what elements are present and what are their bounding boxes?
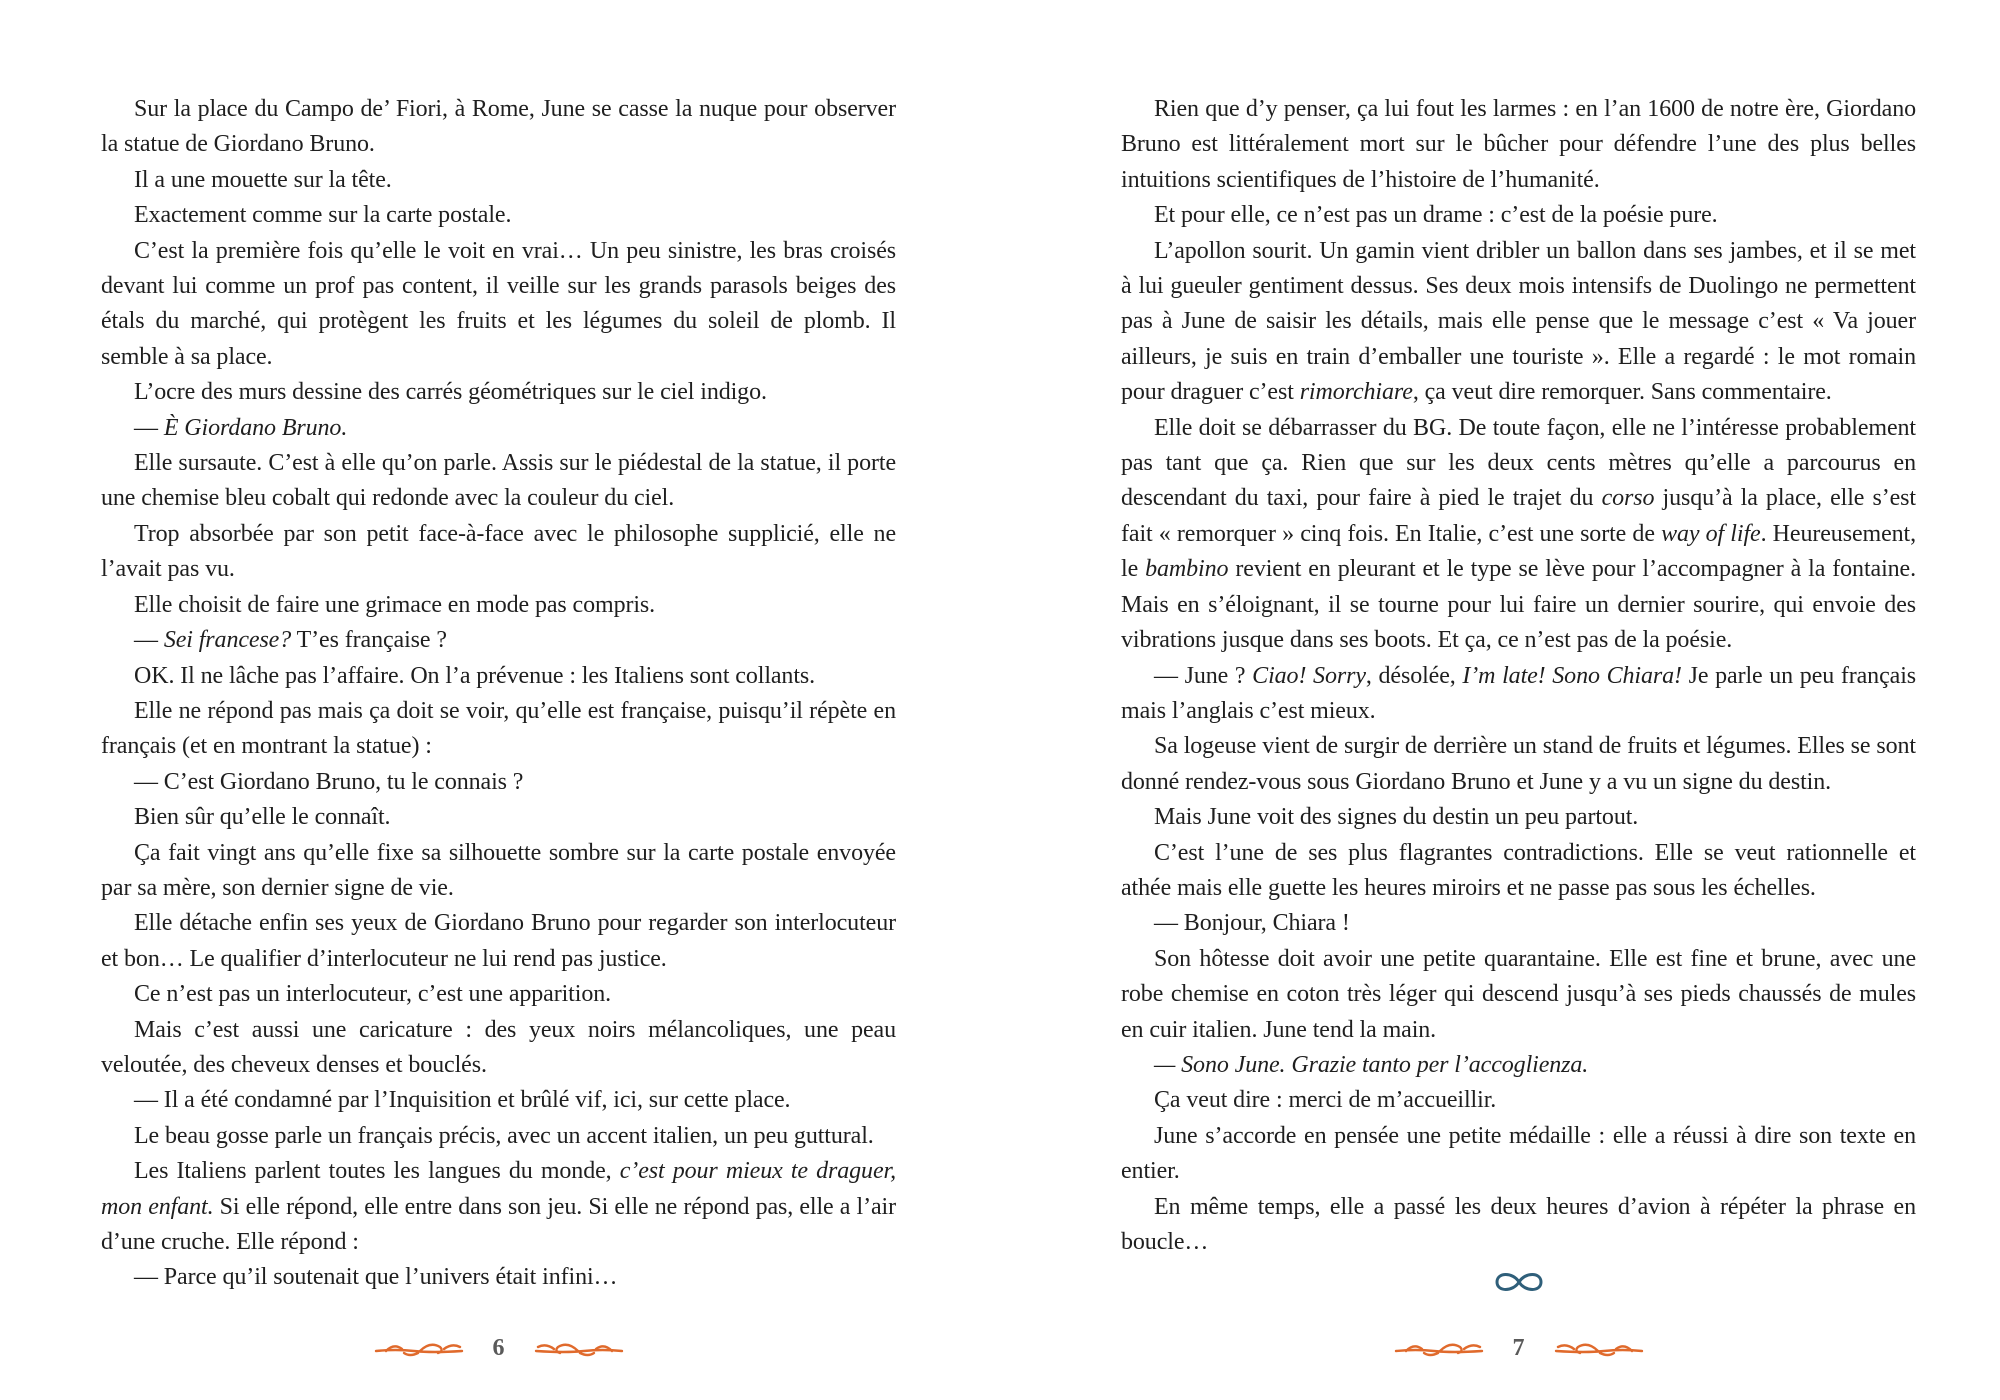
- paragraph: [101, 588, 896, 623]
- text-run: Sa logeuse vient de surgir de derrière un stand de fruits et légumes. Elles se sont donné rendez-vous sous Giordano Bruno et June y a vu un signe du destin.: [1121, 733, 1916, 795]
- right-page-folio: [1121, 1328, 1916, 1368]
- text-run: C’est l’une de ses plus flagrantes contradictions. Elle se veut rationnelle et athée mais elle guette les heures miroirs et ne passe pas sous les échelles.: [1121, 839, 1916, 901]
- paragraph: [1121, 1048, 1916, 1083]
- text-run: L’apollon sourit. Un gamin vient dribler un ballon dans ses jambes, et il se met à lui gueuler gentiment dessus. Ses deux mois intensifs de Duolingo ne permettent pas à June de saisir les détails, mais elle pense que le message c’est « Va jouer ailleurs, je suis en train d’emballer une touriste ». Elle a regardé : le mot romain pour draguer c’est: [1121, 237, 1916, 406]
- paragraph: [101, 517, 896, 588]
- paragraph: [101, 198, 896, 233]
- text-run: En même temps, elle a passé les deux heures d’avion à répéter la phrase en boucle…: [1121, 1193, 1916, 1255]
- text-run: jusqu’à la place, elle s’est fait « remorquer » cinq fois. En Italie, c’est une sorte de: [1121, 485, 1916, 547]
- paragraph: [1121, 906, 1916, 941]
- paragraph: [1121, 1190, 1916, 1261]
- text-run: June s’accorde en pensée une petite médaille : elle a réussi à dire son texte en entier.: [1121, 1122, 1916, 1185]
- text-run: Son hôtesse doit avoir une petite quarantaine. Elle est fine et brune, avec une robe chemise en coton très léger qui descend jusqu’à ses pieds chaussés de mules en cuir italien. June tend la main.: [1121, 945, 1916, 1043]
- paragraph: [101, 694, 896, 765]
- italic-run: bambino: [1145, 556, 1229, 583]
- text-run: , ça veut dire remorquer. Sans commentaire.: [1412, 379, 1832, 406]
- left-page-folio: [101, 1328, 896, 1368]
- text-run: Les Italiens parlent toutes les langues du monde,: [134, 1158, 620, 1185]
- italic-run: Sei francese?: [163, 627, 292, 654]
- flourish-right-icon: [532, 1337, 624, 1359]
- text-run: Rien que d’y penser, ça lui fout les larmes : en l’an 1600 de notre ère, Giordano Bruno est littéralement mort sur le bûcher pour défendre l’une des plus belles intuitions scientifiques de l’histoire de l’humanité.: [1121, 96, 1916, 193]
- paragraph: [101, 623, 896, 658]
- paragraph: [101, 446, 896, 517]
- text-run: — Parce qu’il soutenait que l’univers était infini…: [134, 1264, 618, 1291]
- paragraph: [1121, 92, 1916, 198]
- text-run: Mais June voit des signes du destin un peu partout.: [1154, 804, 1639, 831]
- italic-run: Ciao! Sorry: [1252, 662, 1366, 689]
- text-run: — Il a été condamné par l’Inquisition et brûlé vif, ici, sur cette place.: [134, 1087, 791, 1114]
- paragraph: [1121, 942, 1916, 1048]
- text-run: — June ?: [1154, 662, 1253, 689]
- italic-run: rimorchiare: [1299, 379, 1413, 406]
- italic-run: way of life: [1661, 520, 1761, 547]
- text-run: Ça fait vingt ans qu’elle fixe sa silhouette sombre sur la carte postale envoyée par sa mère, son dernier signe de vie.: [101, 839, 896, 901]
- text-run: Il a une mouette sur la tête.: [134, 166, 392, 193]
- paragraph: [1121, 1083, 1916, 1118]
- paragraph: [1121, 1119, 1916, 1190]
- text-run: , désolée,: [1365, 662, 1463, 689]
- paragraph: [1121, 234, 1916, 411]
- paragraph: [101, 163, 896, 198]
- text-run: OK. Il ne lâche pas l’affaire. On l’a prévenue : les Italiens sont collants.: [134, 662, 816, 689]
- paragraph: [101, 1083, 896, 1118]
- right-page: [1121, 92, 1916, 1382]
- text-run: Elle ne répond pas mais ça doit se voir, qu’elle est française, puisqu’il répète en français (et en montrant la statue) :: [101, 697, 896, 760]
- text-run: Elle détache enfin ses yeux de Giordano Bruno pour regarder son interlocuteur et bon… Le qualifier d’interlocuteur ne lui rend pas justice.: [101, 910, 896, 972]
- paragraph: [1121, 411, 1916, 659]
- text-run: C’est la première fois qu’elle le voit en vrai… Un peu sinistre, les bras croisés devant lui comme un prof pas content, il veille sur les grands parasols beiges des étals du marché, qui protègent les fruits et les légumes du soleil de plomb. Il semble à sa place.: [101, 237, 896, 370]
- paragraph: [101, 906, 896, 977]
- paragraph: [101, 836, 896, 907]
- text-run: Elle sursaute. C’est à elle qu’on parle. Assis sur le piédestal de la statue, il porte une chemise bleu cobalt qui redonde avec la couleur du ciel.: [101, 450, 896, 512]
- text-run: —: [134, 627, 164, 654]
- text-run: L’ocre des murs dessine des carrés géométriques sur le ciel indigo.: [134, 379, 767, 406]
- paragraph: [101, 659, 896, 694]
- text-run: Exactement comme sur la carte postale.: [134, 202, 512, 229]
- text-run: Si elle répond, elle entre dans son jeu. Si elle ne répond pas, elle a l’air d’une cruche. Elle répond :: [101, 1193, 896, 1255]
- flourish-left-icon: [1394, 1337, 1486, 1359]
- text-run: Elle doit se débarrasser du BG. De toute façon, elle ne l’intéresse probablement pas tant que ça. Rien que sur les deux cents mètres qu’elle a parcourus en descendant du taxi, pour faire à pied le trajet du: [1121, 414, 1916, 512]
- paragraph: [1121, 836, 1916, 907]
- text-run: —: [134, 414, 164, 441]
- text-run: Sur la place du Campo de’ Fiori, à Rome, June se casse la nuque pour observer la statue de Giordano Bruno.: [101, 96, 896, 158]
- paragraph: [101, 800, 896, 835]
- text-run: Ce n’est pas un interlocuteur, c’est une apparition.: [134, 981, 612, 1008]
- text-run: Ça veut dire : merci de m’accueillir.: [1154, 1087, 1497, 1114]
- paragraph: [1121, 729, 1916, 800]
- paragraph: [101, 234, 896, 376]
- text-run: revient en pleurant et le type se lève pour l’accompagner à la fontaine. Mais en s’éloignant, il se tourne pour lui faire un dernier sourire, qui envoie des vibrations jusque dans ses boots. Et ça, ce n’est pas de la poésie.: [1121, 556, 1916, 654]
- section-separator: [1121, 1268, 1916, 1301]
- text-run: — C’est Giordano Bruno, tu le connais ?: [134, 768, 524, 795]
- text-run: Mais c’est aussi une caricature : des yeux noirs mélancoliques, une peau veloutée, des cheveux denses et bouclés.: [101, 1016, 896, 1078]
- left-page-text: [101, 92, 896, 1296]
- text-run: T’es française ?: [291, 627, 447, 654]
- italic-run: c’est pour mieux te draguer, mon enfant.: [101, 1158, 896, 1220]
- paragraph: [101, 977, 896, 1012]
- text-run: Et pour elle, ce n’est pas un drame : c’est de la poésie pure.: [1154, 202, 1718, 229]
- page-number: 6: [492, 1334, 505, 1361]
- paragraph: [1121, 659, 1916, 730]
- text-run: Le beau gosse parle un français précis, avec un accent italien, un peu guttural.: [134, 1122, 874, 1149]
- paragraph: [101, 1119, 896, 1154]
- text-run: — Bonjour, Chiara !: [1154, 910, 1350, 937]
- text-run: . Heureusement, le: [1121, 520, 1916, 583]
- right-page-text: [1121, 92, 1916, 1260]
- text-run: Bien sûr qu’elle le connaît.: [134, 804, 391, 831]
- text-run: Elle choisit de faire une grimace en mode pas compris.: [134, 591, 656, 618]
- italic-run: I’m late! Sono Chiara!: [1462, 662, 1682, 689]
- paragraph: [101, 765, 896, 800]
- text-run: Je parle un peu français mais l’anglais c’est mieux.: [1121, 662, 1916, 724]
- paragraph: [101, 1154, 896, 1260]
- paragraph: [101, 92, 896, 163]
- paragraph: [101, 411, 896, 446]
- infinity-icon: [1491, 1268, 1547, 1296]
- left-page: [101, 92, 896, 1382]
- paragraph: [1121, 198, 1916, 233]
- text-run: Trop absorbée par son petit face-à-face avec le philosophe supplicié, elle ne l’avait pas vu.: [101, 520, 896, 583]
- italic-run: corso: [1601, 485, 1655, 512]
- italic-run: È Giordano Bruno.: [163, 414, 348, 441]
- flourish-right-icon: [1552, 1337, 1644, 1359]
- paragraph: [101, 1013, 896, 1084]
- paragraph: [101, 375, 896, 410]
- italic-run: — Sono June. Grazie tanto per l’accoglienza.: [1154, 1051, 1589, 1078]
- paragraph: [101, 1260, 896, 1295]
- paragraph: [1121, 800, 1916, 835]
- flourish-left-icon: [374, 1337, 466, 1359]
- page-number: 7: [1512, 1334, 1525, 1361]
